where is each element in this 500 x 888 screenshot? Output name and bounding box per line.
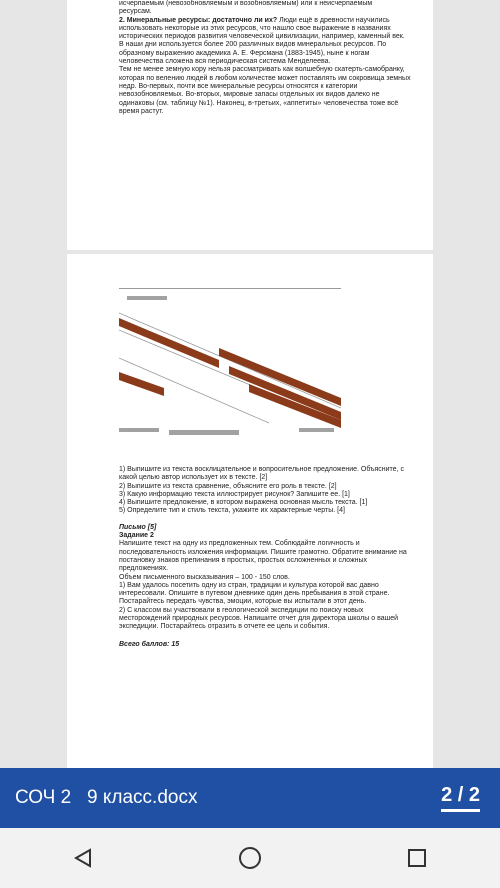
- stripe-bar: [119, 372, 164, 396]
- home-button[interactable]: [230, 838, 270, 878]
- illustration-figure: [119, 288, 341, 438]
- recents-button[interactable]: [397, 838, 437, 878]
- section-title: Письмо [5]: [119, 523, 157, 531]
- stripe-bar: [119, 318, 219, 368]
- home-icon: [238, 846, 262, 870]
- recents-icon: [406, 847, 428, 869]
- page1-text: [119, 0, 411, 116]
- blurred-label: [169, 430, 239, 435]
- paragraph-body: Люди ещё в древности научились использовать некоторые из этих ресурсов, что нашло свое выражение в названиях исторических периодов развития человеческой цивилизации, например, каменный век. В наши дни используется более 200 различных видов минеральных ресурсов. По образному выражению академика А. Е. Ферсмана (1883-1945), ныне к ногам человечества сложена вся периодическая система Менделеева.: [119, 16, 405, 66]
- text-line: ресурсам.: [119, 8, 152, 16]
- question-item: 1) Выпишите из текста восклицательное и вопросительное предложение. Объясните, с какой целью автор использует их в тексте. [2]: [119, 466, 404, 482]
- page-indicator[interactable]: 2 / 2: [441, 784, 480, 812]
- blurred-label: [119, 428, 159, 432]
- blurred-label: [127, 296, 167, 300]
- blurred-label: [299, 428, 334, 432]
- paragraph: [119, 17, 411, 67]
- volume-note: Объем письменного высказывания – 100 - 150 слов.: [119, 573, 290, 581]
- system-navigation-bar: [0, 828, 500, 888]
- document-page-1: [67, 0, 433, 250]
- topic-item: 1) Вам удалось посетить одну из стран, традиции и культура которой вас давно интересовали. Опишите в путевом дневнике один день пребывания в этой стране. Постарайтесь передать чувства, эмоции, которые вы испытали в этот день.: [119, 581, 390, 606]
- topic-item: 2) С классом вы участвовали в геологической экспедиции по поиску новых месторождений природных ресурсов. Напишите отчет для директора школы о вашей экспедиции. Постарайтесь отразить в отчете ее цель и события.: [119, 606, 399, 631]
- task-text: Напишите текст на одну из предложенных тем. Соблюдайте логичность и последовательность изложения информации. Пишите грамотно. Обратите внимание на постановку знаков препинания в простых, простых осложненных и сложных предложениях.: [119, 540, 407, 573]
- document-footer-bar: [0, 768, 500, 828]
- text-line: исчерпаемым (невозобновляемым и возобновляемым) или к неисчерпаемым: [119, 0, 373, 7]
- back-icon: [72, 847, 94, 869]
- stripe-bar: [249, 384, 341, 428]
- task-title: Задание 2: [119, 532, 154, 540]
- page2-text: [119, 466, 411, 649]
- question-item: 5) Определите тип и стиль текста, укажите их характерные черты. [4]: [119, 507, 345, 515]
- paragraph: Тем не менее земную кору нельзя рассматривать как волшебную скатерть-самобранку, которая по велению людей в любом количестве может поставлять им сокровища земных недр. Во-первых, почти все минеральные ресурсы относятся к категории невозобновляемых. Во-вторых, мировые запасы отдельных их видов далеко не одинаковы (см. таблицу №1). Наконец, в-третьих, «аппетиты» человечества тоже всё время растут.: [119, 66, 411, 115]
- question-item: 4) Выпишите предложение, в котором выражена основная мысль текста. [1]: [119, 499, 368, 507]
- file-name: СОЧ 2 9 класс.docx: [15, 787, 198, 808]
- back-button[interactable]: [63, 838, 103, 878]
- question-item: 3) Какую информацию текста иллюстрирует рисунок? Запишите ее. [1]: [119, 490, 350, 498]
- total-score: Всего баллов: 15: [119, 640, 180, 648]
- document-page-2: [67, 254, 433, 768]
- paragraph-heading: 2. Минеральные ресурсы: достаточно ли их?: [119, 16, 278, 24]
- question-item: 2) Выпишите из текста сравнение, объясните его роль в тексте. [2]: [119, 482, 337, 490]
